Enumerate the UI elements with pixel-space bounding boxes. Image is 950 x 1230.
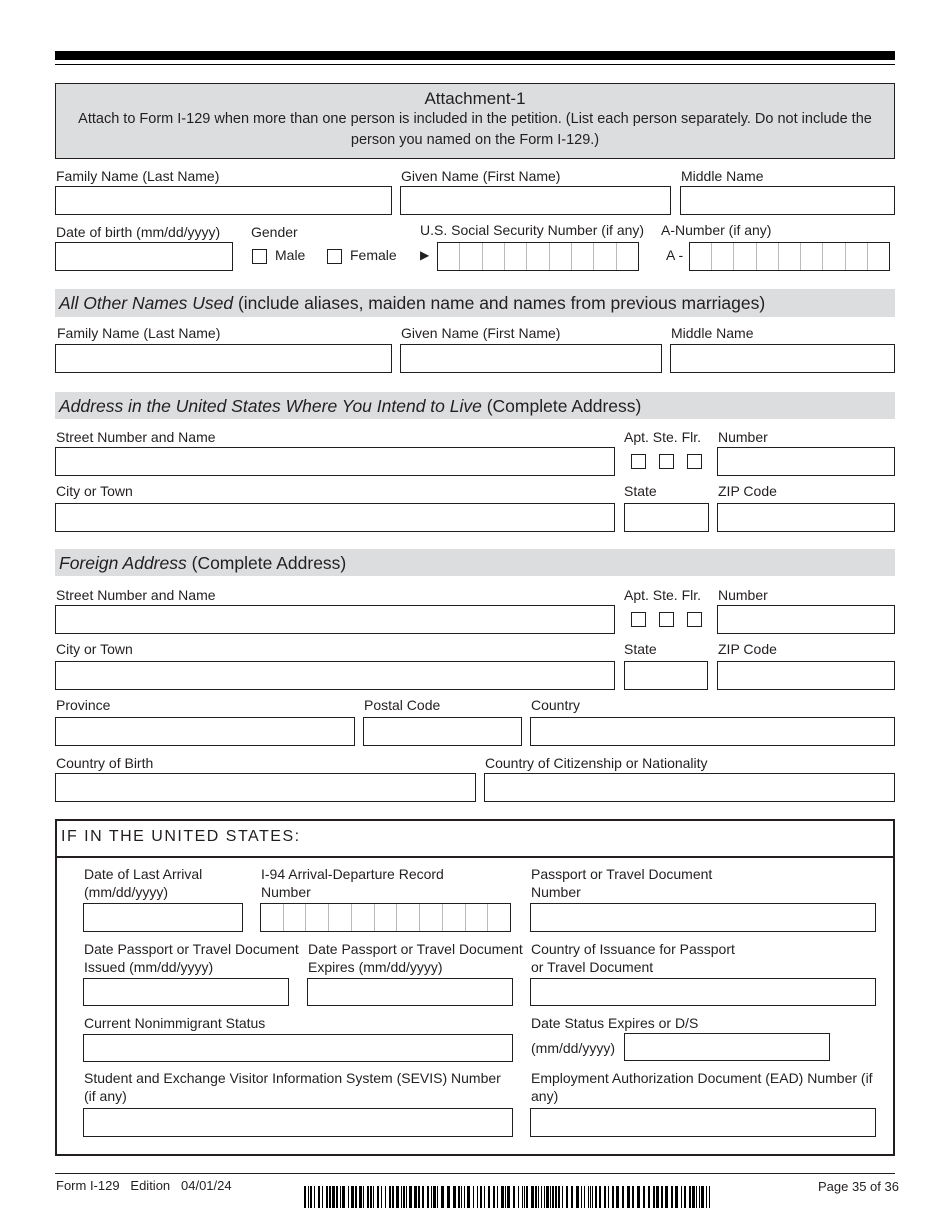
citizenship-field[interactable] [484,773,895,802]
foreign-number-field[interactable] [717,605,895,634]
foreign-address-heading [55,549,895,576]
us-ste-checkbox[interactable] [659,454,674,469]
passport-number-field[interactable] [530,903,876,932]
birth-country-field[interactable] [55,773,476,802]
family-name-field[interactable] [55,186,392,215]
us-city-label: City or Town [56,483,133,499]
foreign-state-field[interactable] [624,661,708,690]
foreign-street-field[interactable] [55,605,615,634]
us-street-field[interactable] [55,447,615,476]
foreign-city-field[interactable] [55,661,615,690]
ssn-arrow-icon: ▶ [420,248,430,262]
dob-field[interactable] [55,242,233,271]
province-field[interactable] [55,717,355,746]
i94-label: I-94 Arrival-Departure Record Number [261,866,444,900]
attachment-header [55,83,895,159]
us-number-label: Number [718,429,768,445]
us-zip-field[interactable] [717,503,895,532]
i94-field[interactable] [260,903,511,932]
sevis-label: Student and Exchange Visitor Information System (SEVIS) Number (if any) [84,1070,501,1104]
us-address-heading [55,392,895,419]
footer-page-number: Page 35 of 36 [818,1179,899,1194]
in-us-heading: IF IN THE UNITED STATES: [61,828,301,845]
passport-issued-label: Date Passport or Travel Document Issued (mm/dd/yyyy) [84,941,299,975]
foreign-apt-checkbox[interactable] [631,612,646,627]
other-family-name-field[interactable] [55,344,392,373]
birth-country-label: Country of Birth [56,755,154,771]
foreign-address-heading-rest: (Complete Address) [186,553,347,573]
anumber-field[interactable] [689,242,890,271]
anumber-label: A-Number (if any) [661,222,772,238]
country-field[interactable] [530,717,895,746]
passport-expires-field[interactable] [307,978,513,1006]
other-given-name-field[interactable] [400,344,662,373]
family-name-label: Family Name (Last Name) [56,168,220,184]
foreign-zip-label: ZIP Code [718,641,777,657]
footer-rule [55,1173,895,1174]
female-label: Female [350,247,397,263]
ead-field[interactable] [530,1108,876,1137]
foreign-flr-checkbox[interactable] [687,612,702,627]
male-checkbox[interactable] [252,249,267,264]
issuance-country-label: Country of Issuance for Passport or Travel Document [531,941,735,975]
foreign-apt-label: Apt. Ste. Flr. [624,587,702,603]
middle-name-field[interactable] [680,186,895,215]
female-checkbox[interactable] [327,249,342,264]
other-family-name-label: Family Name (Last Name) [57,325,221,341]
foreign-number-label: Number [718,587,768,603]
status-label: Current Nonimmigrant Status [84,1015,266,1031]
status-expires-field[interactable] [624,1033,830,1061]
us-state-label: State [624,483,657,499]
us-flr-checkbox[interactable] [687,454,702,469]
province-label: Province [56,697,111,713]
other-names-heading-italic: All Other Names Used [59,293,234,313]
foreign-street-label: Street Number and Name [56,587,216,603]
issuance-country-field[interactable] [530,978,876,1006]
foreign-city-label: City or Town [56,641,133,657]
footer-form-id: Form I-129 Edition 04/01/24 [56,1178,232,1193]
passport-issued-field[interactable] [83,978,289,1006]
foreign-state-label: State [624,641,657,657]
barcode-image [304,1186,714,1208]
postal-code-field[interactable] [363,717,522,746]
us-state-field[interactable] [624,503,709,532]
other-middle-name-field[interactable] [670,344,895,373]
postal-code-label: Postal Code [364,697,441,713]
us-apt-checkbox[interactable] [631,454,646,469]
country-label: Country [531,697,581,713]
other-names-heading-rest: (include aliases, maiden name and names from previous marriages) [233,293,766,313]
citizenship-label: Country of Citizenship or Nationality [485,755,708,771]
ssn-label: U.S. Social Security Number (if any) [420,222,645,238]
status-expires-format: (mm/dd/yyyy) [531,1040,615,1056]
given-name-label: Given Name (First Name) [401,168,561,184]
attachment-title: Attachment-1 [424,89,526,108]
us-street-label: Street Number and Name [56,429,216,445]
male-label: Male [275,247,306,263]
status-field[interactable] [83,1034,513,1062]
other-names-heading [55,289,895,317]
us-apt-label: Apt. Ste. Flr. [624,429,702,445]
attachment-instruction: Attach to Form I-129 when more than one person is included in the petition. (List each person separately. Do not include the person you named on the Form I-129.) [78,111,872,148]
top-rule-thick [55,51,895,60]
last-arrival-field[interactable] [83,903,243,932]
given-name-field[interactable] [400,186,671,215]
us-zip-label: ZIP Code [718,483,777,499]
anumber-prefix: A - [666,247,684,263]
foreign-ste-checkbox[interactable] [659,612,674,627]
us-number-field[interactable] [717,447,895,476]
passport-expires-label: Date Passport or Travel Document Expires (mm/dd/yyyy) [308,941,523,975]
middle-name-label: Middle Name [681,168,764,184]
sevis-field[interactable] [83,1108,513,1137]
in-us-heading-divider [55,856,895,858]
other-given-name-label: Given Name (First Name) [401,325,561,341]
foreign-address-heading-italic: Foreign Address [59,553,187,573]
top-rule-thin [55,64,895,65]
foreign-zip-field[interactable] [717,661,895,690]
ead-label: Employment Authorization Document (EAD) Number (if any) [531,1070,873,1104]
dob-label: Date of birth (mm/dd/yyyy) [56,224,221,240]
us-address-heading-rest: (Complete Address) [481,396,642,416]
status-expires-label: Date Status Expires or D/S [531,1015,699,1031]
passport-number-label: Passport or Travel Document Number [531,866,713,900]
ssn-field[interactable] [437,242,639,271]
us-city-field[interactable] [55,503,615,532]
last-arrival-label: Date of Last Arrival (mm/dd/yyyy) [84,866,203,900]
us-address-heading-italic: Address in the United States Where You Intend to Live [59,396,482,416]
gender-label: Gender [251,224,298,240]
other-middle-name-label: Middle Name [671,325,754,341]
